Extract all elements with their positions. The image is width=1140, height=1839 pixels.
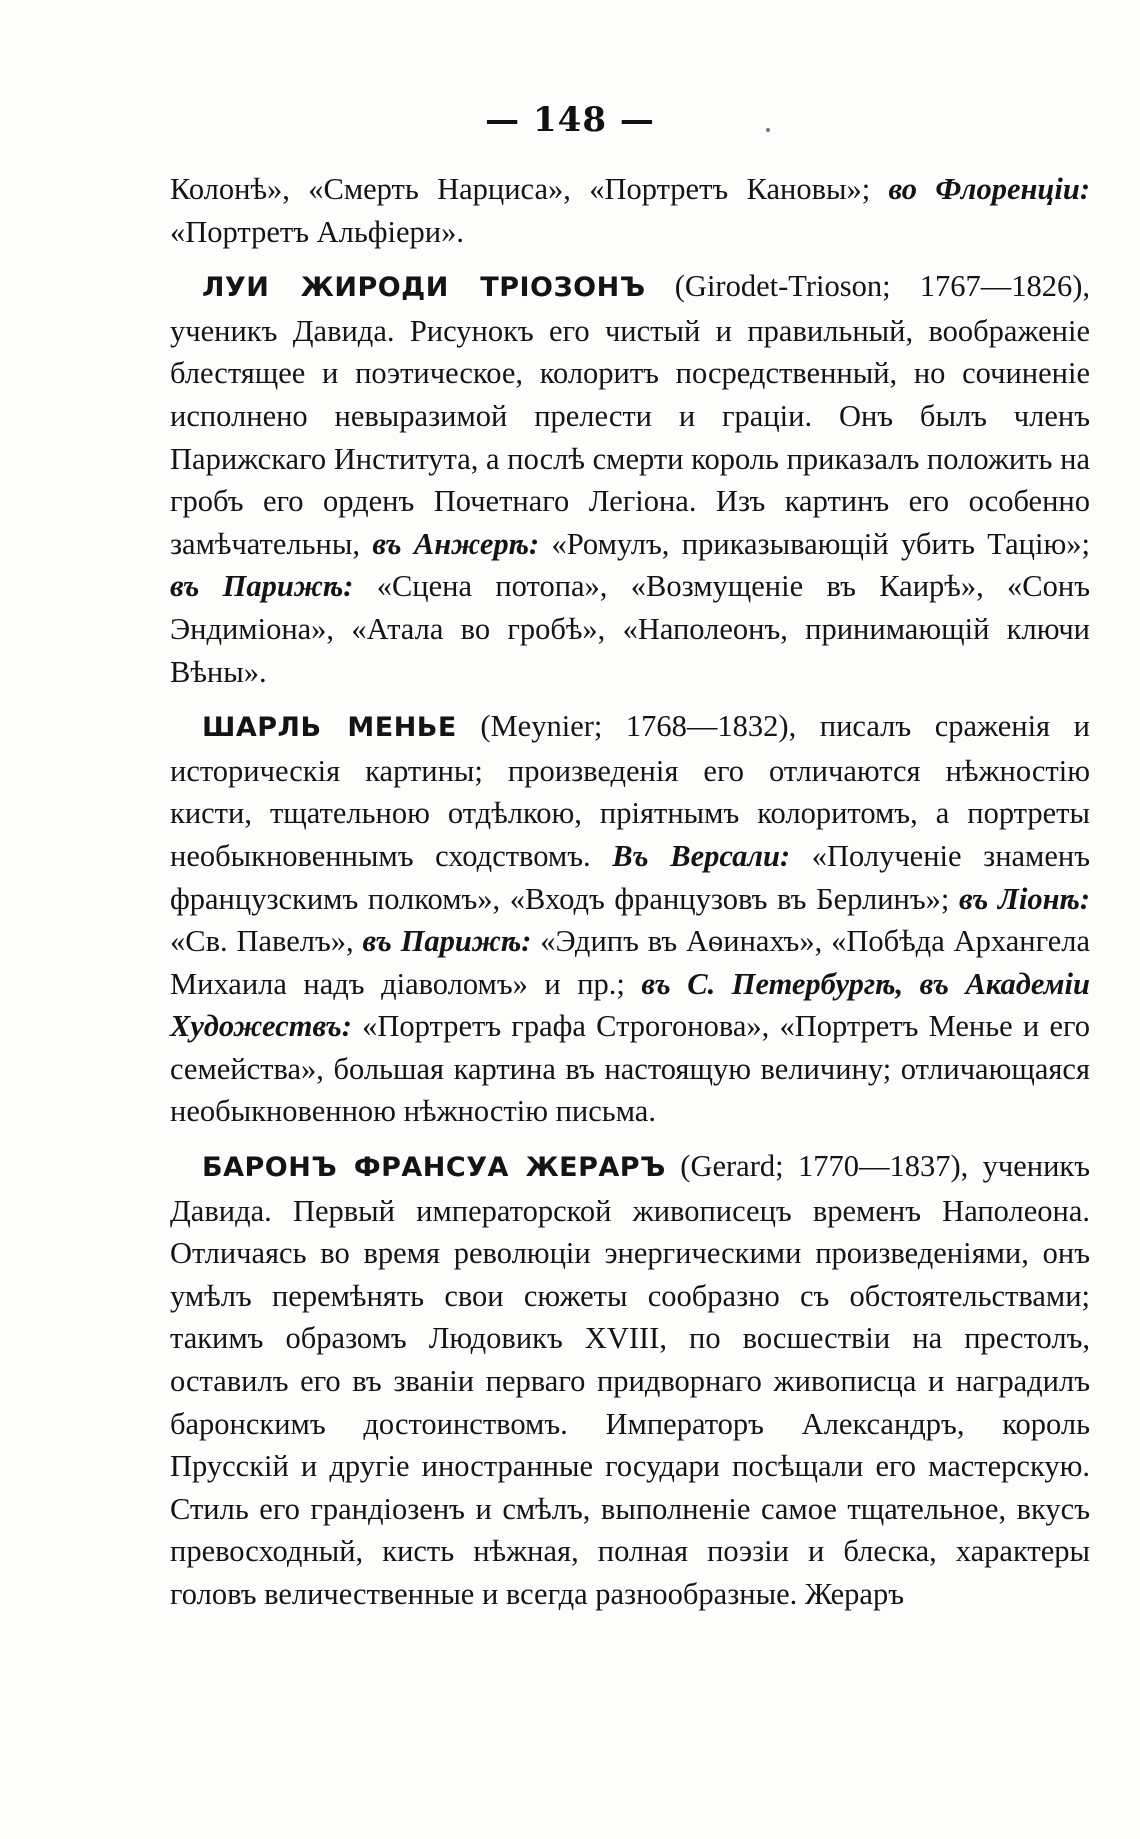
place-reference: въ Парижѣ: — [362, 924, 532, 959]
place-reference: во Флоренціи: — [888, 172, 1090, 206]
text-run: «Полученіе знаменъ французскимъ полкомъ», «Входъ французовъ въ Берлинъ»; — [170, 838, 1090, 916]
place-reference: въ Парижѣ: — [170, 569, 354, 604]
text-run: «Эдипъ въ Аѳинахъ», «Побѣда Архангела Михаила надъ діаволомъ» и пр.; — [170, 924, 1090, 1001]
text-run: «Ромулъ, приказывающій убить Тацію»; — [539, 526, 1090, 561]
text-run: «Портретъ Альфіери». — [170, 214, 464, 249]
place-reference: въ Ліонѣ: — [958, 881, 1091, 916]
artist-name: БАРОНЪ ФРАНСУА ЖЕРАРЪ — [202, 1152, 666, 1184]
entry-meynier — [170, 705, 1090, 1133]
place-reference: Въ Версали: — [612, 838, 791, 873]
entry-gerard — [170, 1145, 1090, 1616]
text-run: (Girodet-Trioson; 1767—1826), ученикъ Давида. Рисунокъ его чистый и правильный, воображеніе блестящее и поэтическое, колоритъ посредственный, но сочиненіе исполнено невыразимой прелести и граціи. Онъ былъ членъ Парижскаго Института, а послѣ смерти король приказалъ положить на гробъ его орденъ Почетнаго Легіона. Изъ картинъ его особенно замѣчательны, — [170, 269, 1090, 561]
text-run: «Св. Павелъ», — [170, 924, 363, 959]
paragraph-continuation — [170, 168, 1090, 253]
text-run: «Сцена потопа», «Возмущеніе въ Каирѣ», «Сонъ Эндиміона», «Атала во гробѣ», «Наполеонъ, принимающій ключи Вѣны». — [170, 569, 1090, 689]
place-reference: въ Анжерѣ: — [372, 526, 540, 561]
page-text — [170, 168, 1090, 1616]
text-run: Колонѣ», «Смерть Нарциса», «Портретъ Кановы»; — [170, 172, 889, 206]
text-run: «Портретъ графа Строгонова», «Портретъ Менье и его семейства», большая картина въ настоящую величину; отличающаяся необыкновенною нѣжностію письма. — [170, 1009, 1090, 1129]
text-run: (Gerard; 1770—1837), ученикъ Давида. Первый императорской живописецъ временъ Наполеона. Отличаясь во время революціи энергическими произведеніями, онъ умѣлъ перемѣнять свои сюжеты сообразно съ обстоятельствами; такимъ образомъ Людовикъ XVIII, по восшествіи на престолъ, оставилъ его въ званіи перваго придворнаго живописца и наградилъ баронскимъ достоинствомъ. Императоръ Александръ, король Прусскій и другіе иностранные государи посѣщали его мастерскую. Стиль его грандіозенъ и смѣлъ, выполненіе самое тщательное, вкусъ превосходный, кисть нѣжная, полная поэзіи и блеска, характеры головъ величественные и всегда разнообразные. Жераръ — [170, 1149, 1091, 1611]
page-number: — 148 — — [485, 100, 655, 140]
artist-name: ЛУИ ЖИРОДИ ТРІОЗОНЪ — [202, 272, 646, 304]
place-reference: въ С. Петербургѣ, въ Академіи Художествъ: — [170, 966, 1090, 1044]
artist-name: ШАРЛЬ МЕНЬЕ — [202, 712, 457, 744]
text-run: (Meynier; 1768—1832), писалъ сраженія и историческія картины; произведенія его отличаются нѣжностію кисти, тщательною отдѣлкою, пріятнымъ колоритомъ, а портреты необыкновеннымъ сходствомъ. — [170, 709, 1090, 873]
entry-girodet — [170, 265, 1090, 693]
